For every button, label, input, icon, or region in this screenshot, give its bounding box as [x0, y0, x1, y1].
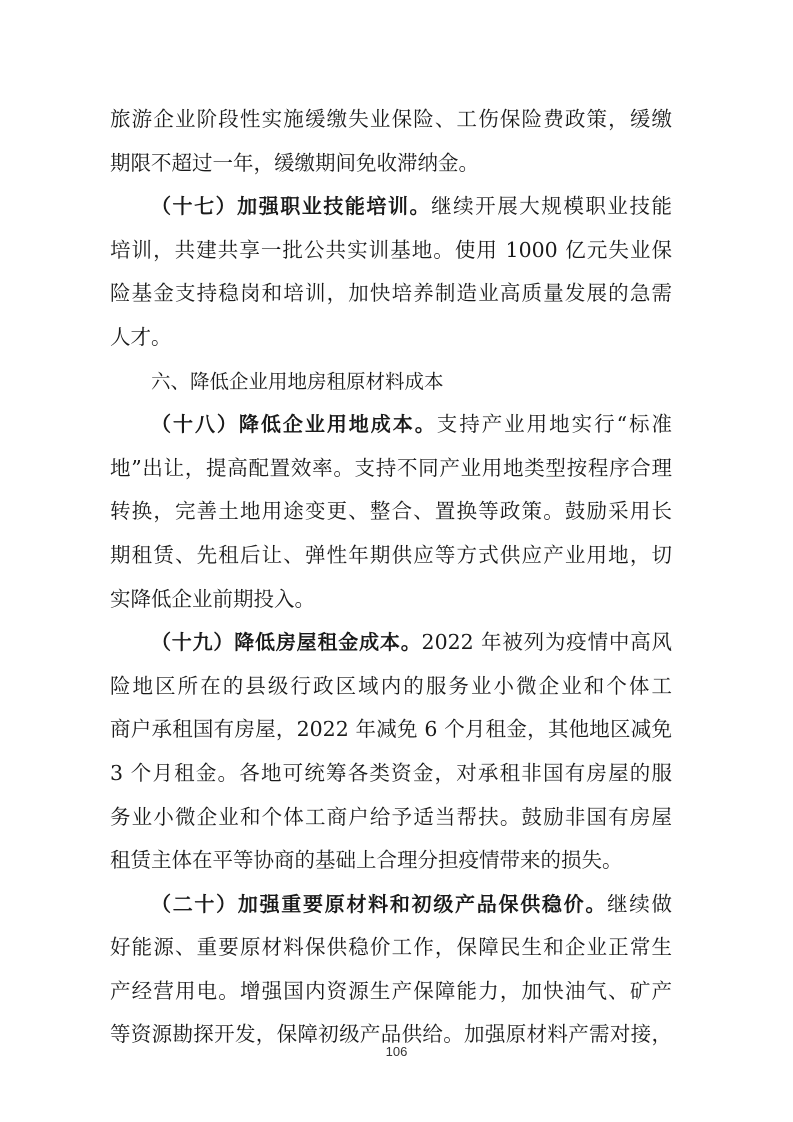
paragraph-19-text: 2022 年被列为疫情中高风 — [421, 630, 673, 655]
paragraph-18-text: 支持产业用地实行“标准 — [436, 412, 673, 437]
paragraph-20-heading: （二十）加强重要原材料和初级产品保供稳价。 — [151, 891, 608, 916]
text-line: 产经营用电。增强国内资源生产保障能力，加快油气、矿产 — [110, 978, 672, 1003]
paragraph-17-first-line — [110, 185, 672, 229]
text-line: 好能源、重要原材料保供稳价工作，保障民生和企业正常生 — [110, 935, 672, 960]
section-6-heading: 六、降低企业用地房租原材料成本 — [151, 369, 444, 393]
text-line: 3 个月租金。各地可统筹各类资金，对承租非国有房屋的服 — [110, 760, 672, 785]
text-line: 期租赁、先租后让、弹性年期供应等方式供应产业用地，切 — [110, 542, 672, 567]
text-line: 租赁主体在平等协商的基础上合理分担疫情带来的损失。 — [110, 848, 623, 873]
text-line: 培训，共建共享一批公共实训基地。使用 1000 亿元失业保 — [110, 237, 672, 262]
paragraph-17-text: 继续开展大规模职业技能 — [431, 194, 673, 219]
text-line: 期限不超过一年，缓缴期间免收滞纳金。 — [110, 150, 479, 175]
text-line: 商户承租国有房屋，2022 年减免 6 个月租金，其他地区减免 — [110, 717, 672, 742]
paragraph-18-first-line — [110, 403, 672, 447]
body-text — [110, 98, 672, 1057]
text-line: 地”出让，提高配置效率。支持不同产业用地类型按程序合理 — [110, 455, 672, 480]
text-line: 务业小微企业和个体工商户给予适当帮扶。鼓励非国有房屋 — [110, 804, 672, 829]
text-line: 险地区所在的县级行政区域内的服务业小微企业和个体工 — [110, 673, 672, 698]
text-line: 转换，完善土地用途变更、整合、置换等政策。鼓励采用长 — [110, 499, 672, 524]
paragraph-20-first-line — [110, 883, 672, 927]
text-line: 旅游企业阶段性实施缓缴失业保险、工伤保险费政策，缓缴 — [110, 107, 672, 131]
text-line: 等资源勘探开发，保障初级产品供给。加强原材料产需对接， — [110, 1022, 672, 1047]
paragraph-18-heading: （十八）降低企业用地成本。 — [151, 412, 437, 437]
text-line: 险基金支持稳岗和培训，加快培养制造业高质量发展的急需 — [110, 281, 672, 306]
text-line: 实降低企业前期投入。 — [110, 586, 315, 611]
page-number: 106 — [385, 1044, 408, 1059]
paragraph-19-first-line — [110, 621, 672, 665]
paragraph-17-heading: （十七）加强职业技能培训。 — [151, 194, 432, 219]
paragraph-19-heading: （十九）降低房屋租金成本。 — [151, 630, 422, 655]
text-line: 人才。 — [110, 324, 172, 349]
paragraph-20-text: 继续做 — [607, 891, 673, 916]
